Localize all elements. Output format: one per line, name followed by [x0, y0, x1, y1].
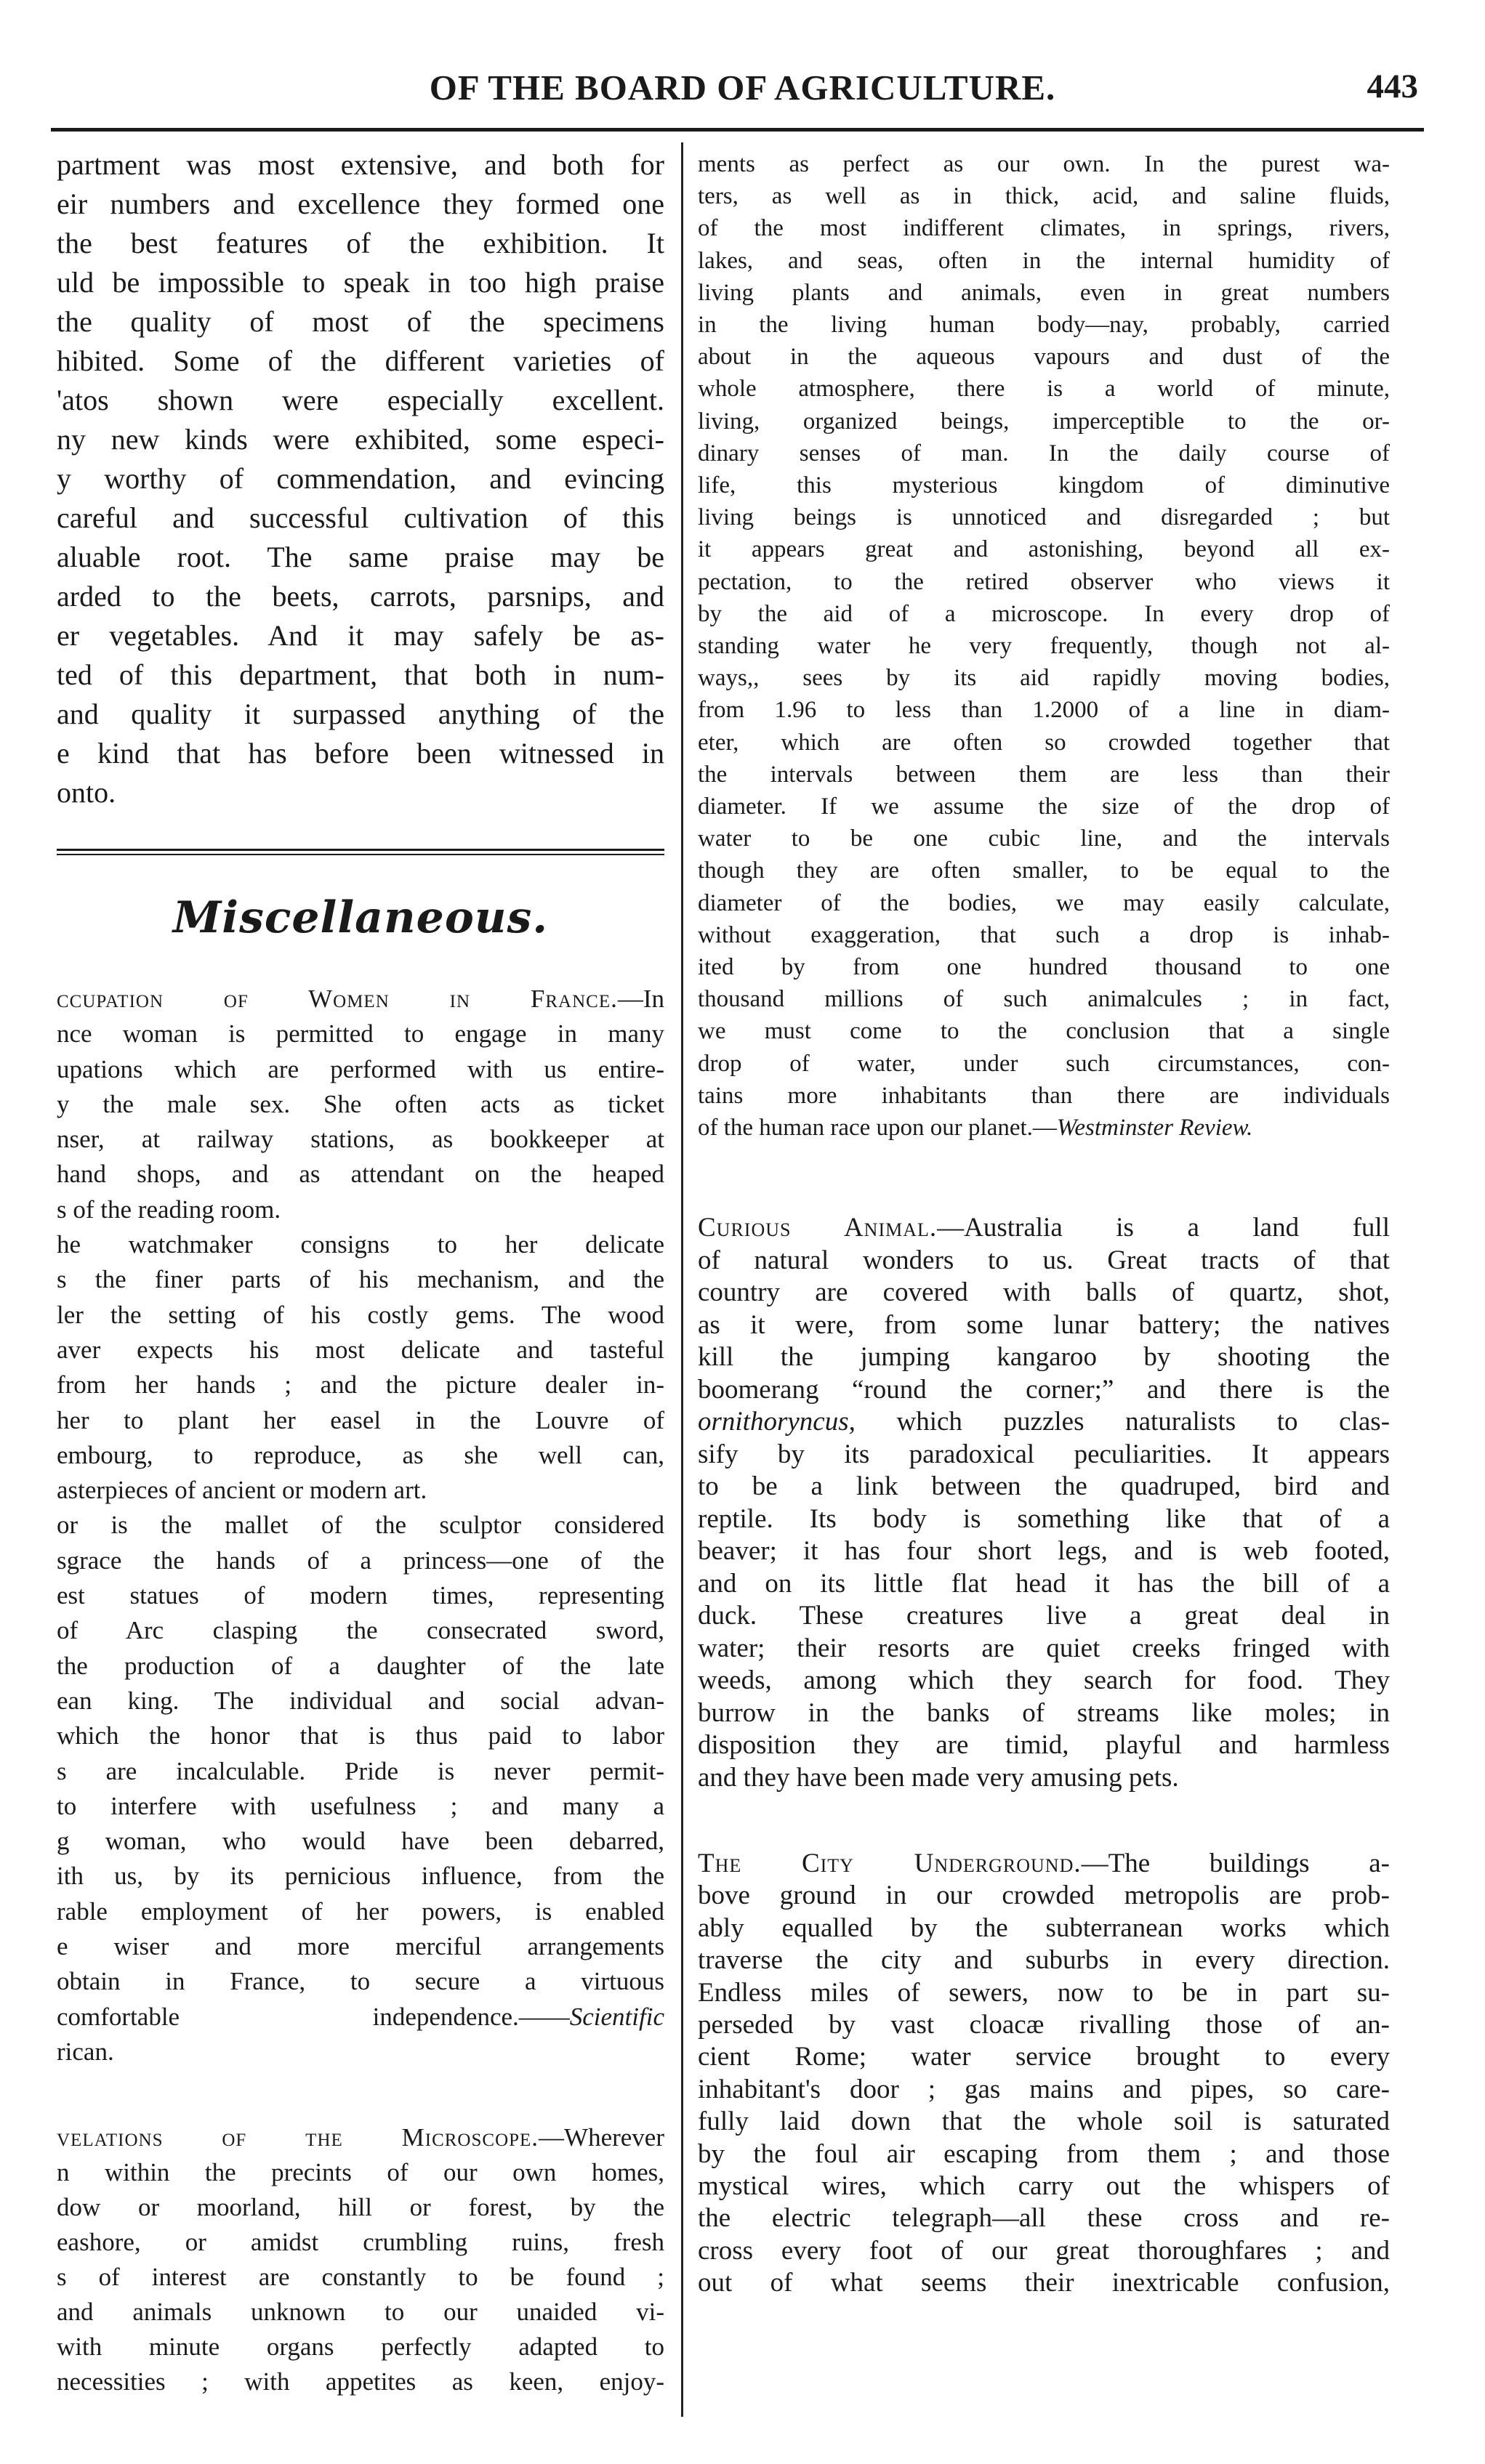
text-line: out of what seems their inextricable confusion, [698, 2268, 1390, 2298]
text-line: boomerang “round the corner;” and there is the [698, 1374, 1390, 1405]
text-line: ler the setting of his costly gems. The wood [57, 1300, 664, 1329]
italic-term: ornithoryncus, [698, 1407, 856, 1437]
text-line: reptile. Its body is something like that of a [698, 1503, 1390, 1534]
text-line: without exaggeration, that such a drop is inhab- [698, 921, 1390, 948]
text-line: diameter. If we assume the size of the drop of [698, 793, 1390, 820]
text-line: though they are often smaller, to be equal to the [698, 857, 1390, 884]
article-title: velations of the Microscope. [57, 2123, 539, 2152]
text-line: g woman, who would have been debarred, [57, 1827, 664, 1856]
text-line: water; their resorts are quiet creeks fringed with [698, 1633, 1390, 1663]
article-title: The City Underground. [698, 1849, 1082, 1878]
section-separator [57, 849, 664, 855]
text-line: mystical wires, which carry out the whispers of [698, 2171, 1390, 2202]
text-line: traverse the city and suburbs in every direction. [698, 1945, 1390, 1976]
text-line: s the finer parts of his mechanism, and the [57, 1265, 664, 1294]
text-line: thousand millions of such animalcules ; in fact, [698, 986, 1390, 1013]
curious-animal-article [698, 1212, 1390, 1794]
text-line: beaver; it has four short legs, and is web footed, [698, 1536, 1390, 1566]
text-line: s of interest are constantly to be found ; [57, 2263, 664, 2291]
article-title: Curious Animal. [698, 1213, 938, 1243]
text-line: he watchmaker consigns to her delicate [57, 1230, 664, 1259]
text-line: and quality it surpassed anything of the [57, 698, 664, 730]
article-first-line: The City Underground.—The buildings a- [698, 1849, 1390, 1878]
text-line: inhabitant's door ; gas mains and pipes, so care- [698, 2074, 1390, 2104]
page-number: 443 [1367, 68, 1418, 105]
text-line: tains more inhabitants than there are individuals [698, 1082, 1390, 1109]
text-line: diameter of the bodies, we may easily calculate, [698, 889, 1390, 916]
text-line: ted of this department, that both in num- [57, 658, 664, 691]
microscope-continued [698, 148, 1390, 1144]
text-line: ited by from one hundred thousand to one [698, 954, 1390, 981]
text-line: y worthy of commendation, and evincing [57, 462, 664, 495]
text-line: living plants and animals, even in great numbers [698, 279, 1390, 306]
article-first-line: velations of the Microscope.—Wherever [57, 2123, 664, 2152]
column-divider [681, 142, 683, 2417]
text-line: and animals unknown to our unaided vi- [57, 2298, 664, 2326]
text-line: upations which are performed with us entire- [57, 1054, 664, 1083]
text-line: dow or moorland, hill or forest, by the [57, 2193, 664, 2221]
text-line: from 1.96 to less than 1.2000 of a line in diam- [698, 697, 1390, 724]
citation: Scientific [569, 2002, 664, 2031]
text-line: nce woman is permitted to engage in many [57, 1019, 664, 1049]
running-title: OF THE BOARD OF AGRICULTURE. [429, 68, 1056, 108]
text-line: eter, which are often so crowded together that [698, 729, 1390, 756]
text-line: from her hands ; and the picture dealer in- [57, 1370, 664, 1399]
text-line: perseded by vast cloacæ rivalling those of an- [698, 2010, 1390, 2040]
text-line: necessities ; with appetites as keen, enjoy- [57, 2367, 664, 2396]
text-line: sgrace the hands of a princess—one of the [57, 1546, 664, 1575]
text-line: onto. [57, 776, 116, 809]
text-line: cross every foot of our great thoroughfares ; and [698, 2235, 1390, 2266]
text-line: eir numbers and excellence they formed one [57, 187, 664, 220]
women-in-france-article [57, 982, 664, 2069]
text-line: water to be one cubic line, and the intervals [698, 825, 1390, 852]
text-line: to be a link between the quadruped, bird and [698, 1471, 1390, 1501]
text-line: n within the precints of our own homes, [57, 2158, 664, 2186]
text-line: eashore, or amidst crumbling ruins, fresh [57, 2228, 664, 2256]
text-line: nser, at railway stations, as bookkeeper at [57, 1125, 664, 1154]
text-line: cient Rome; water service brought to every [698, 2042, 1390, 2072]
text-line: by the aid of a microscope. In every drop of [698, 600, 1390, 627]
text-line: her to plant her easel in the Louvre of [57, 1405, 664, 1434]
text-line: hand shops, and as attendant on the heaped [57, 1160, 664, 1189]
double-rule [57, 849, 664, 855]
text-line: country are covered with balls of quartz, shot, [698, 1277, 1390, 1307]
citation-line: comfortable independence.——Scientific [57, 2002, 664, 2031]
citation: Westminster Review. [1056, 1115, 1253, 1142]
text-line: and on its little flat head it has the bill of a [698, 1568, 1390, 1599]
text-line: with minute organs perfectly adapted to [57, 2332, 664, 2361]
text-line: ean king. The individual and social advan- [57, 1686, 664, 1715]
text-line: which the honor that is thus paid to labor [57, 1721, 664, 1750]
text-line: asterpieces of ancient or modern art. [57, 1476, 427, 1505]
text-line: er vegetables. And it may safely be as- [57, 619, 664, 652]
text-line: the best features of the exhibition. It [57, 227, 664, 259]
text-line: weeds, among which they search for food. They [698, 1665, 1390, 1695]
text-line: drop of water, under such circumstances, con- [698, 1050, 1390, 1077]
text-line: of the most indifferent climates, in springs, rivers, [698, 215, 1390, 242]
text-line: fully laid down that the whole soil is saturated [698, 2106, 1390, 2137]
text-line: as it were, from some lunar battery; the natives [698, 1309, 1390, 1340]
text-line: e kind that has before been witnessed in [57, 737, 664, 770]
microscope-article [57, 2120, 664, 2399]
text-line: ments as perfect as our own. In the purest wa- [698, 151, 1390, 177]
text-line: the electric telegraph—all these cross and re- [698, 2203, 1390, 2234]
article-first-line: Curious Animal.—Australia is a land full [698, 1213, 1390, 1243]
text-line: e wiser and more merciful arrangements [57, 1932, 664, 1961]
text-line: of Arc clasping the consecrated sword, [57, 1616, 664, 1645]
text-line: living, organized beings, imperceptible to the or- [698, 408, 1390, 435]
article-first-line: ccupation of Women in France.—In [57, 985, 664, 1013]
text-line: s are incalculable. Pride is never permit- [57, 1756, 664, 1785]
text-line: ny new kinds were exhibited, some especi- [57, 423, 664, 456]
text-line: dinary senses of man. In the daily course of [698, 440, 1390, 466]
text-line: the quality of most of the specimens [57, 305, 664, 338]
text-line: obtain in France, to secure a virtuous [57, 1967, 664, 1996]
text-line: ably equalled by the subterranean works which [698, 1912, 1390, 1943]
text-line: y the male sex. She often acts as ticket [57, 1089, 664, 1118]
text-line: of natural wonders to us. Great tracts of that [698, 1245, 1390, 1275]
text-line: partment was most extensive, and both for [57, 148, 664, 181]
text-line: we must come to the conclusion that a single [698, 1018, 1390, 1045]
header-rule [51, 128, 1424, 132]
text-line: standing water he very frequently, though not al- [698, 633, 1390, 660]
text-line: ornithoryncus, which puzzles naturalists to clas- [698, 1407, 1390, 1437]
text-line: hibited. Some of the different varieties of [57, 344, 664, 377]
text-line: Endless miles of sewers, now to be in part su- [698, 1977, 1390, 2008]
text-line: est statues of modern times, representing [57, 1581, 664, 1610]
text-line: disposition they are timid, playful and harmless [698, 1730, 1390, 1760]
text-line: ith us, by its pernicious influence, from the [57, 1862, 664, 1891]
text-line: duck. These creatures live a great deal in [698, 1601, 1390, 1631]
text-line: pectation, to the retired observer who views it [698, 568, 1390, 595]
text-line: rable employment of her powers, is enabled [57, 1897, 664, 1926]
text-line: living beings is unnoticed and disregarded ; but [698, 504, 1390, 531]
text-line: lakes, and seas, often in the internal humidity of [698, 247, 1390, 274]
text-line: embourg, to reproduce, as she well can, [57, 1440, 664, 1469]
running-head [0, 0, 1485, 124]
text-line: kill the jumping kangaroo by shooting the [698, 1342, 1390, 1372]
text-line: uld be impossible to speak in too high praise [57, 266, 664, 299]
text-line: arded to the beets, carrots, parsnips, and [57, 580, 664, 613]
text-line: careful and successful cultivation of this [57, 501, 664, 534]
text-line: aver expects his most delicate and tasteful [57, 1335, 664, 1364]
text-line: by the foul air escaping from them ; and those [698, 2138, 1390, 2169]
text-line: bove ground in our crowded metropolis are prob- [698, 1881, 1390, 1911]
text-line: aluable root. The same praise may be [57, 541, 664, 573]
text-line: rican. [57, 2037, 114, 2066]
citation-line: of the human race upon our planet.—Westminster Review. [698, 1115, 1253, 1142]
text-line: it appears great and astonishing, beyond all ex- [698, 536, 1390, 563]
text-line: s of the reading room. [57, 1195, 281, 1224]
text-line: sify by its paradoxical peculiarities. It appears [698, 1439, 1390, 1469]
city-underground-article [698, 1848, 1390, 2300]
text-line: burrow in the banks of streams like moles; in [698, 1697, 1390, 1728]
text-line: life, this mysterious kingdom of diminutive [698, 472, 1390, 499]
text-line: in the living human body—nay, probably, carried [698, 312, 1390, 339]
text-line: whole atmosphere, there is a world of minute, [698, 376, 1390, 403]
exhibition-paragraph [57, 145, 664, 812]
article-title: ccupation of Women in France. [57, 985, 618, 1013]
text-line: ters, as well as in thick, acid, and saline fluids, [698, 183, 1390, 210]
text-line: or is the mallet of the sculptor considered [57, 1511, 664, 1540]
text-line: to interfere with usefulness ; and many a [57, 1791, 664, 1820]
text-line: ways,, sees by its aid rapidly moving bodies, [698, 665, 1390, 692]
section-heading: Miscellaneous. [172, 892, 549, 943]
text-line: and they have been made very amusing pets. [698, 1762, 1179, 1793]
text-line: the intervals between them are less than their [698, 761, 1390, 788]
text-line: the production of a daughter of the late [57, 1651, 664, 1680]
text-line: 'atos shown were especially excellent. [57, 384, 664, 416]
text-line: about in the aqueous vapours and dust of the [698, 344, 1390, 371]
